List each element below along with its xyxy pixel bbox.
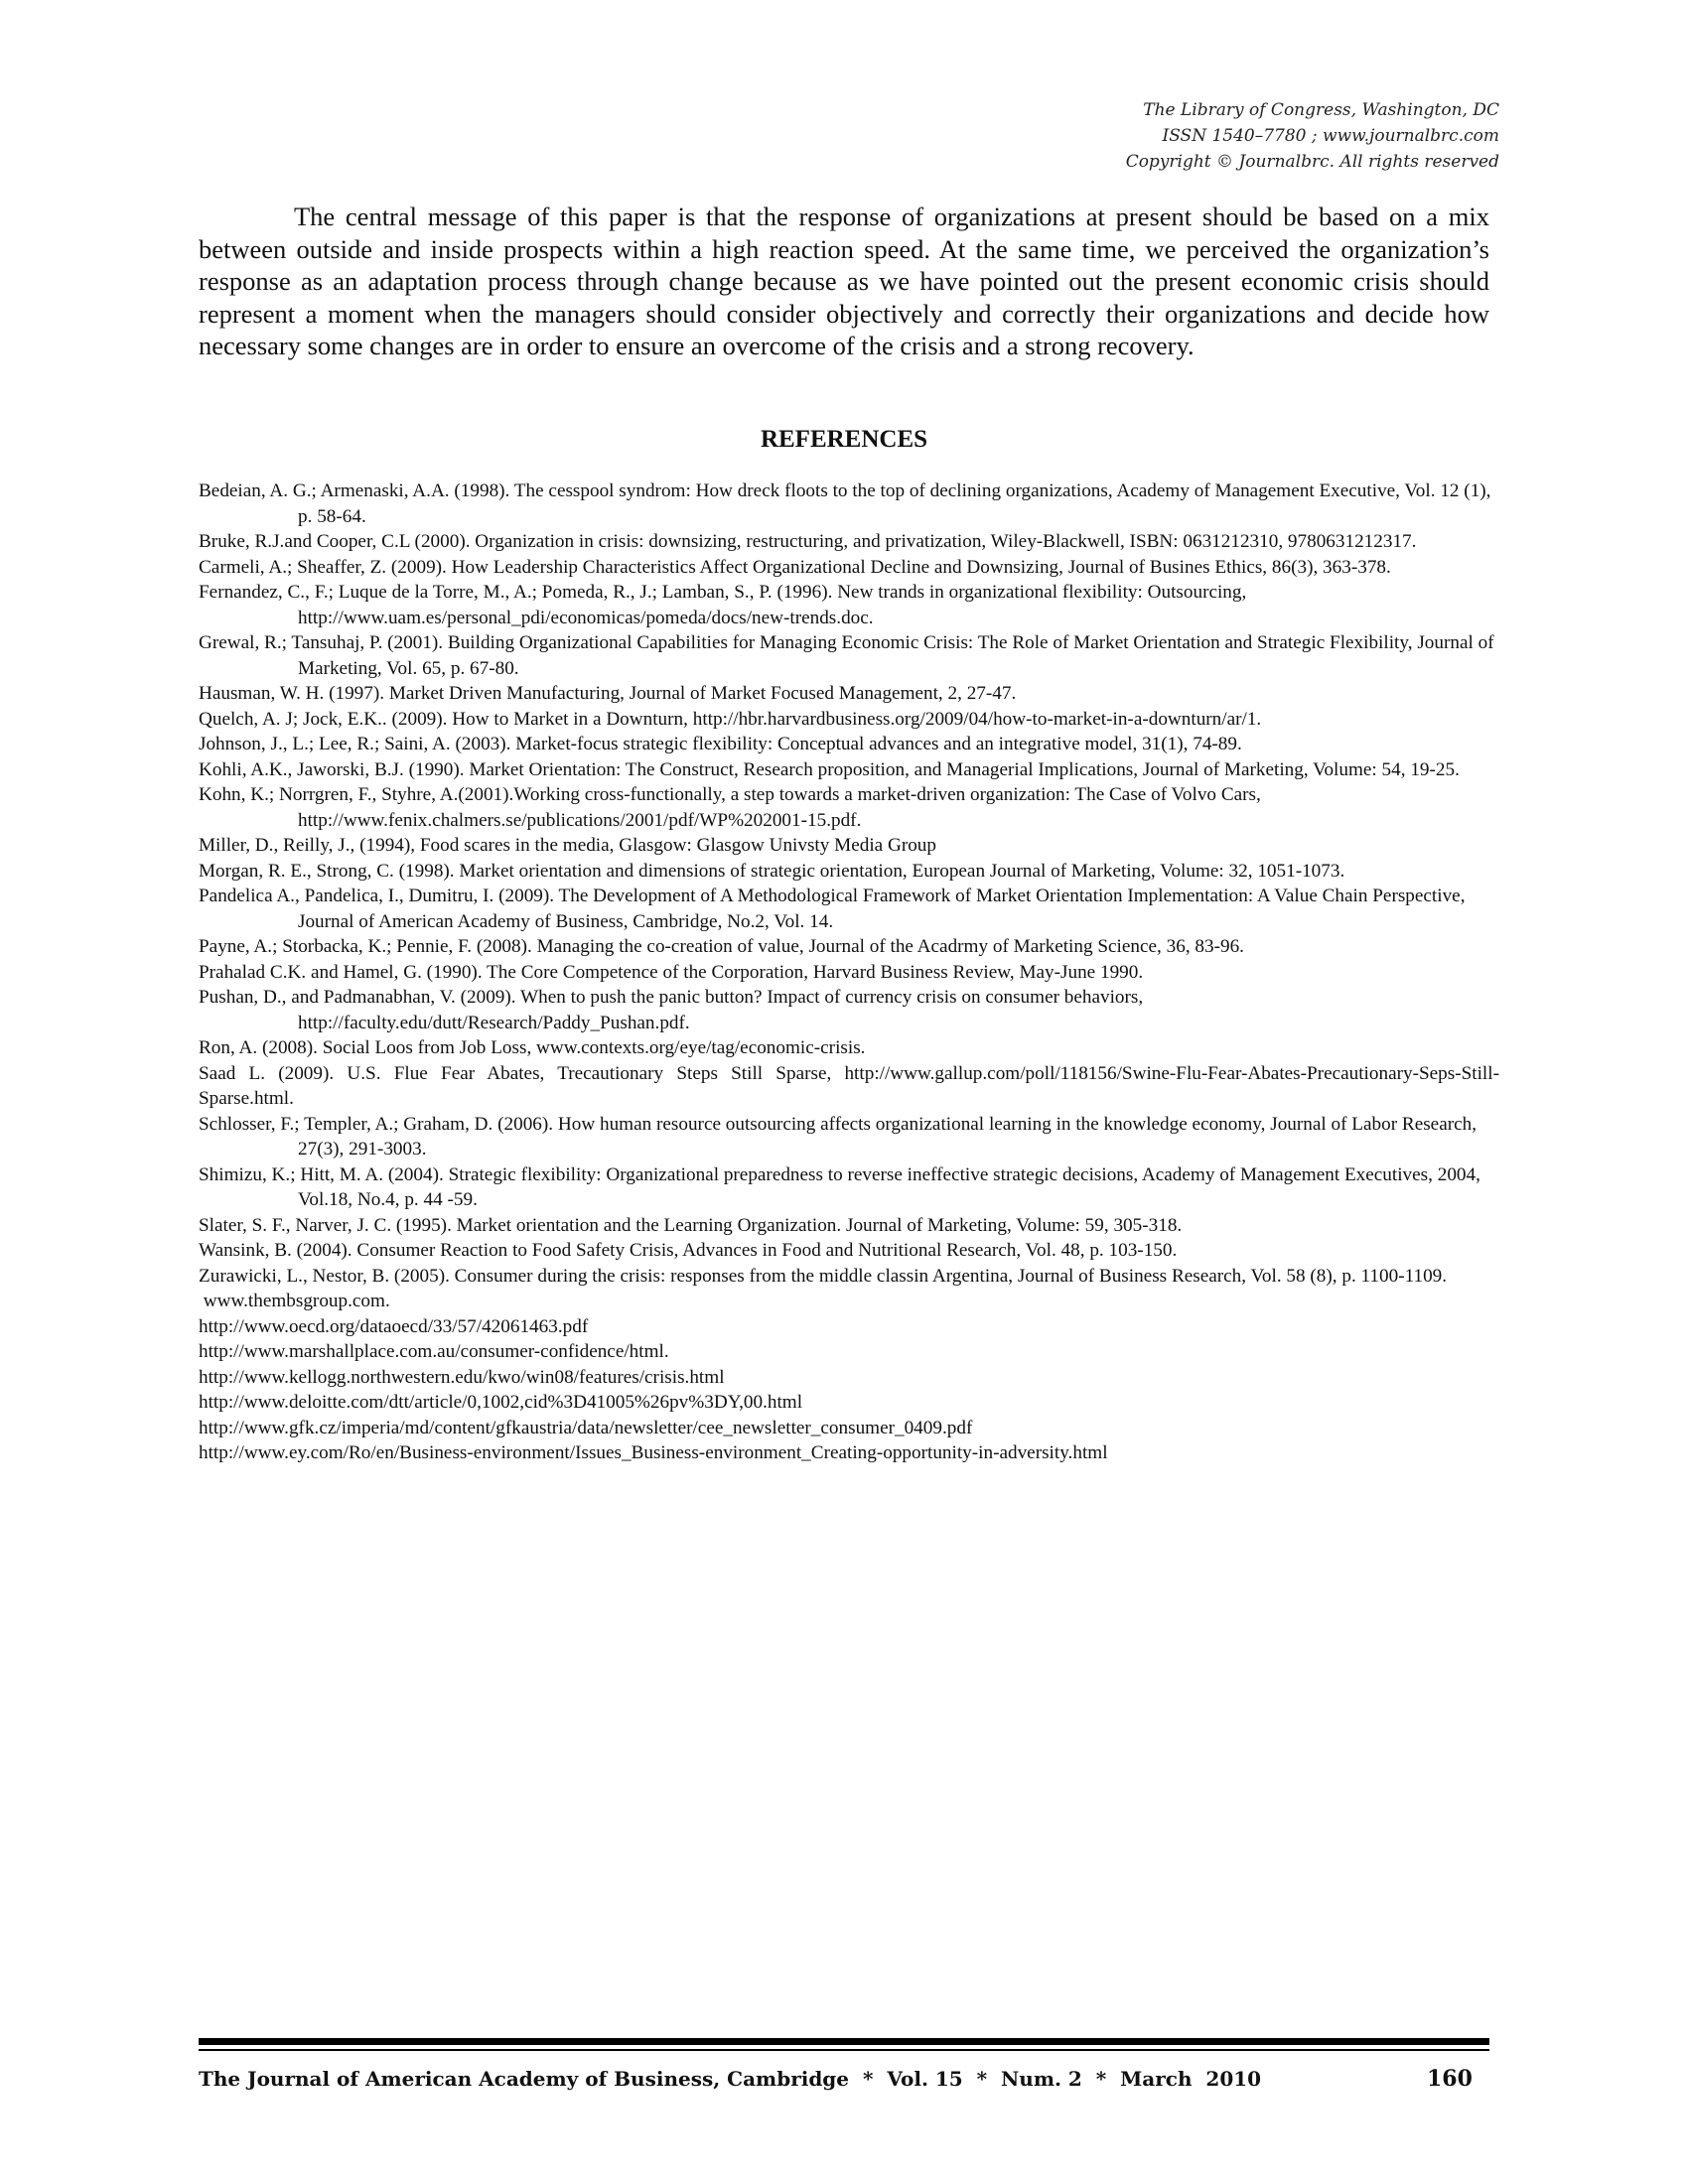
reference-entry: Slater, S. F., Narver, J. C. (1995). Market orientation and the Learning Organization. Journal of Marketing, Volume: 59, 305-318. [199,1214,1183,1236]
reference-entry: Pushan, D., and Padmanabhan, V. (2009). When to push the panic button? Impact of currency crisis on consumer behaviors, http://faculty.edu/dutt/Research/Paddy_Pushan.pdf. [199,987,1144,1033]
reference-entry: Wansink, B. (2004). Consumer Reaction to Food Safety Crisis, Advances in Food and Nutritional Research, Vol. 48, p. 103-150. [199,1240,1178,1261]
reference-url: http://www.ey.com/Ro/en/Business-environment/Issues_Business-environment_Creating-opportunity-in-adversity.html [199,1442,1108,1463]
footer-thick-rule [199,2038,1489,2045]
reference-entry: Shimizu, K.; Hitt, M. A. (2004). Strategic flexibility: Organizational preparedness to reverse ineffective strategic decisions, Academy of Management Executives, 2004, Vol.18, No.4, p. 44 -59. [199,1163,1480,1210]
reference-entry: Kohn, K.; Norrgren, F., Styhre, A.(2001).Working cross-functionally, a step towards a market-driven organization: The Case of Volvo Cars, http://www.fenix.chalmers.se/publications/2001/pdf/WP%202001-15.pdf. [199,784,1261,831]
reference-entry: Bruke, R.J.and Cooper, C.L (2000). Organization in crisis: downsizing, restructuring, and privatization, Wiley-Blackwell, ISBN: 0631212310, 9780631212317. [199,531,1417,552]
reference-entry: Carmeli, A.; Sheaffer, Z. (2009). How Leadership Characteristics Affect Organizational Decline and Downsizing, Journal of Busines Ethics, 86(3), 363-378. [199,556,1391,578]
footer-journal-info: The Journal of American Academy of Business, Cambridge * Vol. 15 * Num. 2 * March 2010 [199,2067,1262,2091]
conclusion-paragraph: The central message of this paper is that the response of organizations at present should be based on a mix between outside and inside prospects within a high reaction speed. At the same time, we perceived the organization’s response as an adaptation process through change because as we have pointed out the present economic crisis should represent a moment when the managers should consider objectively and correctly their organizations and decide how necessary some changes are in order to ensure an overcome of the crisis and a strong recovery. [199,202,1489,360]
reference-entry: Pandelica A., Pandelica, I., Dumitru, I. (2009). The Development of A Methodological Framework of Market Orientation Implementation: A Value Chain Perspective, Journal of American Academy of Business, Cambridge, No.2, Vol. 14. [199,886,1466,932]
reference-entry: Morgan, R. E., Strong, C. (1998). Market orientation and dimensions of strategic orientation, European Journal of Marketing, Volume: 32, 1051-1073. [199,860,1345,882]
reference-entry: Prahalad C.K. and Hamel, G. (1990). The Core Competence of the Corporation, Harvard Business Review, May-June 1990. [199,961,1144,983]
reference-url: http://www.oecd.org/dataoecd/33/57/42061463.pdf [199,1315,589,1337]
reference-url: www.thembsgroup.com. [199,1291,390,1311]
reference-entry: Grewal, R.; Tansuhaj, P. (2001). Building Organizational Capabilities for Managing Economic Crisis: The Role of Market Orientation and Strategic Flexibility, Journal of Marketing, Vol. 65, p. 67-80. [199,632,1494,679]
reference-url: http://www.marshallplace.com.au/consumer-confidence/html. [199,1341,669,1362]
reference-entry: Johnson, J., L.; Lee, R.; Saini, A. (2003). Market-focus strategic flexibility: Conceptual advances and an integrative model, 31(1), 74-89. [199,734,1242,754]
reference-entry: Payne, A.; Storbacka, K.; Pennie, F. (2008). Managing the co-creation of value, Journal of the Acadrmy of Marketing Science, 36, 83-96. [199,936,1244,957]
reference-entry: Ron, A. (2008). Social Loos from Job Loss, www.contexts.org/eye/tag/economic-crisis. [199,1037,866,1058]
footer-thin-rule [199,2049,1489,2051]
reference-entry: Saad L. (2009). U.S. Flue Fear Abates, Trecautionary Steps Still Sparse, http://www.gallup.com/poll/118156/Swine-Flu-Fear-Abates-Precautionary-Seps-Still-Sparse.html. [199,1062,1499,1109]
reference-entry: Quelch, A. J; Jock, E.K.. (2009). How to Market in a Downturn, http://hbr.harvardbusiness.org/2009/04/how-to-market-in-a-downturn/ar/1. [199,708,1262,730]
reference-entry: Zurawicki, L., Nestor, B. (2005). Consumer during the crisis: responses from the middle classin Argentina, Journal of Business Research, Vol. 58 (8), p. 1100-1109. [199,1265,1448,1287]
reference-url: http://www.deloitte.com/dtt/article/0,1002,cid%3D41005%26pv%3DY,00.html [199,1392,803,1413]
header-library: The Library of Congress, Washington, DC [1143,100,1499,120]
header-copyright: Copyright © Journalbrc. All rights reserved [1125,152,1499,172]
reference-entry: Hausman, W. H. (1997). Market Driven Manufacturing, Journal of Market Focused Management, 2, 27-47. [199,683,1017,704]
references-list [199,478,1499,1466]
page-header [1126,97,1499,175]
reference-entry: Miller, D., Reilly, J., (1994), Food scares in the media, Glasgow: Glasgow Univsty Media Group [199,835,936,856]
reference-url: http://www.kellogg.northwestern.edu/kwo/win08/features/crisis.html [199,1366,725,1388]
header-issn: ISSN 1540–7780 ; www.journalbrc.com [1162,126,1499,146]
references-heading: REFERENCES [760,426,928,453]
page-number: 160 [1427,2066,1473,2092]
reference-entry: Kohli, A.K., Jaworski, B.J. (1990). Market Orientation: The Construct, Research proposition, and Managerial Implications, Journal of Marketing, Volume: 54, 19-25. [199,758,1460,780]
reference-entry: Fernandez, C., F.; Luque de la Torre, M., A.; Pomeda, R., J.; Lamban, S., P. (1996). New trands in organizational flexibility: Outsourcing, http://www.uam.es/personal_pdi/economicas/pomeda/docs/new-trends.doc. [199,582,1247,628]
reference-entry: Bedeian, A. G.; Armenaski, A.A. (1998). The cesspool syndrom: How dreck floots to the top of declining organizations, Academy of Management Executive, Vol. 12 (1), p. 58-64. [199,480,1491,527]
reference-entry: Schlosser, F.; Templer, A.; Graham, D. (2006). How human resource outsourcing affects organizational learning in the knowledge economy, Journal of Labor Research, 27(3), 291-3003. [199,1113,1477,1160]
reference-url: http://www.gfk.cz/imperia/md/content/gfkaustria/data/newsletter/cee_newsletter_consumer_0409.pdf [199,1417,973,1438]
